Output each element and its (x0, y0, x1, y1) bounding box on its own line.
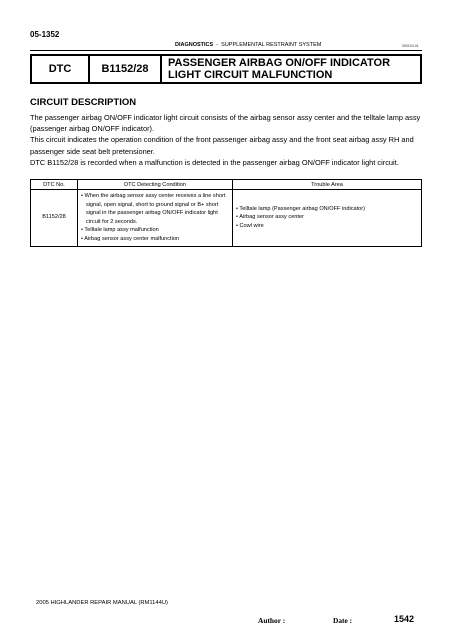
manual-footer: 2005 HIGHLANDER REPAIR MANUAL (RM1144U) (36, 600, 168, 606)
dtc-table (30, 179, 422, 247)
header-divider (30, 50, 422, 51)
condition-cell (78, 190, 233, 247)
header-separator: - (216, 42, 219, 48)
header-subsection: SUPPLEMENTAL RESTRAINT SYSTEM (221, 42, 322, 48)
circuit-description (30, 112, 425, 168)
table-header-row (31, 180, 422, 190)
dtc-label: DTC (32, 56, 90, 82)
trouble-area-cell (233, 190, 422, 247)
section-heading: CIRCUIT DESCRIPTION (30, 97, 137, 108)
condition-item: • When the airbag sensor assy center receives a line short signal, open signal, short to ground signal or B+ short signal in the passenger airbag ON/OFF indicator light circuit for 2 seconds. (81, 192, 229, 226)
paragraph: The passenger airbag ON/OFF indicator light circuit consists of the airbag sensor assy center and the telltale lamp assy (passenger airbag ON/OFF indicator). (30, 113, 421, 134)
column-header: DTC No. (31, 180, 78, 190)
dtc-title-line2: LIGHT CIRCUIT MALFUNCTION (168, 69, 333, 81)
condition-item: • Telltale lamp assy malfunction (81, 226, 229, 235)
trouble-area-item: • Airbag sensor assy center (236, 213, 418, 222)
page-number: 1542 (394, 614, 415, 624)
dtc-code: B1152/28 (90, 56, 162, 82)
dtc-title-box (30, 54, 422, 84)
column-header: DTC Detecting Condition (78, 180, 233, 190)
trouble-area-item: • Telltale lamp (Passenger airbag ON/OFF indicator) (236, 205, 418, 214)
table-row (31, 190, 422, 247)
doc-code: 050104-01 (402, 44, 419, 48)
paragraph: DTC B1152/28 is recorded when a malfunction is detected in the passenger airbag ON/OFF indicator light circuit. (30, 157, 399, 167)
paragraph: This circuit indicates the operation condition of the front passenger airbag assy and the front seat airbag assy RH and passenger side seat belt pretensioner. (30, 135, 414, 156)
page-code: 05-1352 (30, 30, 60, 39)
dtc-title-line1: PASSENGER AIRBAG ON/OFF INDICATOR (168, 57, 391, 69)
dtc-number-cell: B1152/28 (31, 190, 78, 247)
author-label: Author : (258, 616, 286, 625)
condition-item: • Airbag sensor assy center malfunction (81, 235, 229, 244)
date-label: Date : (333, 616, 353, 625)
column-header: Trouble Area (233, 180, 422, 190)
running-header (175, 42, 321, 48)
trouble-area-item: • Cowl wire (236, 222, 418, 231)
dtc-title (162, 56, 420, 82)
header-section: DIAGNOSTICS (175, 42, 214, 48)
